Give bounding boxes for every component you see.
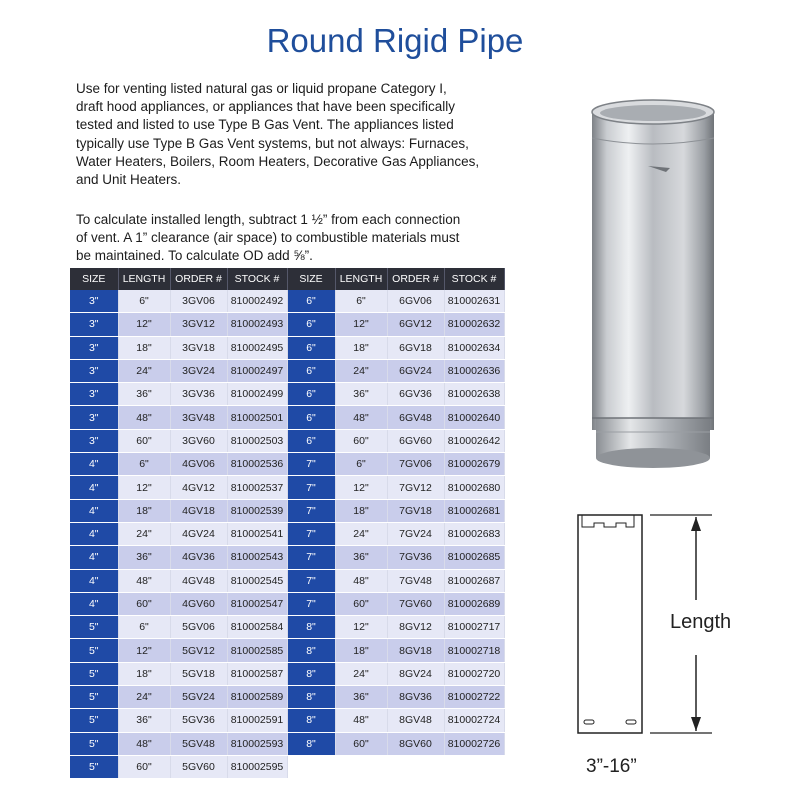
cell-length: 48" — [118, 406, 170, 429]
cell-order-number: 3GV48 — [170, 406, 227, 429]
intro-line: and Unit Heaters. — [76, 172, 182, 188]
cell-stock-number: 810002585 — [227, 639, 287, 662]
cell-order-number: 6GV36 — [387, 383, 444, 406]
cell-length: 12" — [335, 313, 387, 336]
cell-order-number: 7GV12 — [387, 476, 444, 499]
table-row — [70, 453, 504, 476]
intro-line: typically use Type B Gas Vent systems, but not always: Furnaces, — [76, 135, 469, 151]
cell-order-number: 4GV36 — [170, 546, 227, 569]
table-row — [70, 476, 504, 499]
cell-order-number: 5GV06 — [170, 616, 227, 639]
cell-stock-number: 810002681 — [444, 499, 504, 522]
cell-size: 6" — [287, 290, 335, 313]
table-body — [70, 290, 504, 779]
intro-paragraph — [76, 80, 516, 189]
cell-size: 8" — [287, 616, 335, 639]
cell-order-number: 4GV24 — [170, 522, 227, 545]
cell-stock-number: 810002492 — [227, 290, 287, 313]
cell-length: 60" — [335, 592, 387, 615]
cell-stock-number: 810002631 — [444, 290, 504, 313]
cell-size: 7" — [287, 476, 335, 499]
cell-size: 6" — [287, 383, 335, 406]
cell-stock-number: 810002536 — [227, 453, 287, 476]
table-row — [70, 616, 504, 639]
cell-order-number: 4GV12 — [170, 476, 227, 499]
cell-size: 3" — [70, 406, 118, 429]
cell-order-number: 7GV48 — [387, 569, 444, 592]
cell-size: 4" — [70, 546, 118, 569]
cell-order-number: 7GV60 — [387, 592, 444, 615]
cell-stock-number: 810002545 — [227, 569, 287, 592]
cell-order-number: 5GV24 — [170, 686, 227, 709]
cell-size: 5" — [70, 686, 118, 709]
cell-length: 36" — [335, 383, 387, 406]
cell-order-number: 5GV36 — [170, 709, 227, 732]
table-row — [70, 755, 504, 778]
cell-size: 8" — [287, 686, 335, 709]
header-order: ORDER # — [387, 268, 444, 290]
table-row — [70, 569, 504, 592]
table-header-row — [70, 268, 504, 290]
table-row — [70, 313, 504, 336]
table-row — [70, 592, 504, 615]
cell-stock-number: 810002687 — [444, 569, 504, 592]
cell-order-number: 4GV06 — [170, 453, 227, 476]
cell-stock-number: 810002584 — [227, 616, 287, 639]
cell-order-number: 5GV12 — [170, 639, 227, 662]
cell-length: 6" — [118, 453, 170, 476]
header-length: LENGTH — [118, 268, 170, 290]
cell-stock-number: 810002503 — [227, 429, 287, 452]
empty-cell — [387, 755, 444, 778]
cell-size: 3" — [70, 383, 118, 406]
cell-length: 24" — [118, 359, 170, 382]
cell-length: 12" — [335, 476, 387, 499]
size-range-label: 3”-16” — [586, 756, 637, 777]
table-row — [70, 359, 504, 382]
cell-length: 6" — [335, 453, 387, 476]
cell-length: 60" — [118, 755, 170, 778]
cell-length: 48" — [118, 569, 170, 592]
table-row — [70, 686, 504, 709]
cell-size: 7" — [287, 592, 335, 615]
cell-length: 36" — [335, 686, 387, 709]
cell-order-number: 6GV48 — [387, 406, 444, 429]
cell-size: 6" — [287, 336, 335, 359]
cell-stock-number: 810002587 — [227, 662, 287, 685]
cell-order-number: 7GV36 — [387, 546, 444, 569]
cell-stock-number: 810002497 — [227, 359, 287, 382]
cell-stock-number: 810002679 — [444, 453, 504, 476]
cell-size: 5" — [70, 662, 118, 685]
cell-length: 60" — [335, 732, 387, 755]
cell-stock-number: 810002720 — [444, 662, 504, 685]
cell-stock-number: 810002501 — [227, 406, 287, 429]
cell-size: 5" — [70, 639, 118, 662]
header-stock: STOCK # — [227, 268, 287, 290]
cell-length: 36" — [118, 546, 170, 569]
cell-size: 4" — [70, 522, 118, 545]
cell-stock-number: 810002726 — [444, 732, 504, 755]
calc-line: of vent. A 1” clearance (air space) to combustible materials must — [76, 230, 460, 246]
cell-length: 24" — [118, 522, 170, 545]
header-order: ORDER # — [170, 268, 227, 290]
intro-line: draft hood appliances, or appliances that have been specifically — [76, 99, 455, 115]
cell-length: 36" — [118, 709, 170, 732]
cell-order-number: 6GV24 — [387, 359, 444, 382]
cell-stock-number: 810002689 — [444, 592, 504, 615]
intro-line: tested and listed to use Type B Gas Vent. The appliances listed — [76, 117, 454, 133]
table-row — [70, 383, 504, 406]
cell-size: 7" — [287, 499, 335, 522]
table-row — [70, 290, 504, 313]
cell-size: 6" — [287, 313, 335, 336]
cell-stock-number: 810002722 — [444, 686, 504, 709]
cell-length: 48" — [118, 732, 170, 755]
cell-order-number: 7GV24 — [387, 522, 444, 545]
cell-length: 18" — [118, 662, 170, 685]
cell-stock-number: 810002593 — [227, 732, 287, 755]
cell-length: 48" — [335, 569, 387, 592]
cell-stock-number: 810002638 — [444, 383, 504, 406]
cell-order-number: 5GV48 — [170, 732, 227, 755]
cell-stock-number: 810002685 — [444, 546, 504, 569]
pipe-spec-table — [70, 268, 505, 779]
cell-size: 3" — [70, 429, 118, 452]
cell-size: 7" — [287, 546, 335, 569]
cell-length: 36" — [118, 383, 170, 406]
cell-order-number: 3GV36 — [170, 383, 227, 406]
calc-line: be maintained. To calculate OD add ⅝”. — [76, 248, 313, 264]
cell-order-number: 3GV06 — [170, 290, 227, 313]
cell-stock-number: 810002680 — [444, 476, 504, 499]
cell-order-number: 5GV18 — [170, 662, 227, 685]
cell-order-number: 8GV48 — [387, 709, 444, 732]
cell-order-number: 3GV12 — [170, 313, 227, 336]
table-row — [70, 336, 504, 359]
cell-stock-number: 810002683 — [444, 522, 504, 545]
cell-length: 12" — [335, 616, 387, 639]
cell-size: 4" — [70, 592, 118, 615]
header-size: SIZE — [287, 268, 335, 290]
cell-size: 7" — [287, 453, 335, 476]
cell-order-number: 6GV12 — [387, 313, 444, 336]
cell-stock-number: 810002495 — [227, 336, 287, 359]
cell-size: 8" — [287, 709, 335, 732]
cell-length: 24" — [118, 686, 170, 709]
cell-order-number: 8GV36 — [387, 686, 444, 709]
cell-size: 3" — [70, 313, 118, 336]
cell-length: 48" — [335, 709, 387, 732]
cell-size: 8" — [287, 662, 335, 685]
cell-length: 18" — [335, 336, 387, 359]
intro-line: Water Heaters, Boilers, Room Heaters, Decorative Gas Appliances, — [76, 153, 480, 169]
cell-stock-number: 810002632 — [444, 313, 504, 336]
cell-size: 4" — [70, 453, 118, 476]
cell-length: 24" — [335, 359, 387, 382]
cell-order-number: 4GV60 — [170, 592, 227, 615]
cell-order-number: 6GV60 — [387, 429, 444, 452]
page-title: Round Rigid Pipe — [266, 22, 524, 59]
cell-order-number: 5GV60 — [170, 755, 227, 778]
table-row — [70, 406, 504, 429]
table-row — [70, 522, 504, 545]
cell-size: 8" — [287, 732, 335, 755]
cell-length: 18" — [335, 639, 387, 662]
calc-line: To calculate installed length, subtract 1 ½” from each connection — [76, 212, 461, 227]
cell-order-number: 6GV18 — [387, 336, 444, 359]
table-row — [70, 429, 504, 452]
cell-stock-number: 810002539 — [227, 499, 287, 522]
cell-size: 6" — [287, 359, 335, 382]
cell-order-number: 8GV12 — [387, 616, 444, 639]
cell-order-number: 3GV60 — [170, 429, 227, 452]
cell-order-number: 3GV24 — [170, 359, 227, 382]
cell-stock-number: 810002640 — [444, 406, 504, 429]
cell-size: 4" — [70, 476, 118, 499]
cell-size: 3" — [70, 359, 118, 382]
cell-size: 6" — [287, 406, 335, 429]
cell-length: 18" — [118, 499, 170, 522]
cell-size: 4" — [70, 569, 118, 592]
cell-length: 36" — [335, 546, 387, 569]
cell-order-number: 4GV18 — [170, 499, 227, 522]
cell-order-number: 7GV06 — [387, 453, 444, 476]
cell-stock-number: 810002717 — [444, 616, 504, 639]
table-row — [70, 499, 504, 522]
cell-length: 12" — [118, 476, 170, 499]
cell-size: 7" — [287, 569, 335, 592]
cell-stock-number: 810002543 — [227, 546, 287, 569]
cell-length: 24" — [335, 522, 387, 545]
table-row — [70, 709, 504, 732]
cell-order-number: 8GV60 — [387, 732, 444, 755]
cell-stock-number: 810002642 — [444, 429, 504, 452]
cell-stock-number: 810002499 — [227, 383, 287, 406]
calculation-paragraph — [76, 211, 516, 266]
cell-length: 18" — [118, 336, 170, 359]
cell-size: 6" — [287, 429, 335, 452]
table-row — [70, 662, 504, 685]
cell-length: 24" — [335, 662, 387, 685]
cell-stock-number: 810002537 — [227, 476, 287, 499]
pipe-photo — [578, 98, 728, 478]
cell-stock-number: 810002718 — [444, 639, 504, 662]
empty-cell — [444, 755, 504, 778]
cell-stock-number: 810002547 — [227, 592, 287, 615]
cell-order-number: 8GV24 — [387, 662, 444, 685]
length-label: Length — [670, 611, 732, 633]
cell-stock-number: 810002541 — [227, 522, 287, 545]
header-size: SIZE — [70, 268, 118, 290]
cell-stock-number: 810002493 — [227, 313, 287, 336]
cell-size: 7" — [287, 522, 335, 545]
table-row — [70, 732, 504, 755]
empty-cell — [287, 755, 335, 778]
cell-size: 8" — [287, 639, 335, 662]
cell-stock-number: 810002591 — [227, 709, 287, 732]
cell-size: 4" — [70, 499, 118, 522]
cell-size: 3" — [70, 290, 118, 313]
header-stock: STOCK # — [444, 268, 504, 290]
cell-stock-number: 810002634 — [444, 336, 504, 359]
table-row — [70, 639, 504, 662]
cell-size: 5" — [70, 616, 118, 639]
cell-stock-number: 810002636 — [444, 359, 504, 382]
empty-cell — [335, 755, 387, 778]
cell-length: 18" — [335, 499, 387, 522]
cell-size: 5" — [70, 709, 118, 732]
cell-length: 60" — [335, 429, 387, 452]
header-length: LENGTH — [335, 268, 387, 290]
cell-length: 6" — [118, 290, 170, 313]
cell-order-number: 3GV18 — [170, 336, 227, 359]
table-row — [70, 546, 504, 569]
cell-length: 6" — [335, 290, 387, 313]
cell-order-number: 7GV18 — [387, 499, 444, 522]
cell-length: 12" — [118, 639, 170, 662]
cell-stock-number: 810002595 — [227, 755, 287, 778]
cell-order-number: 4GV48 — [170, 569, 227, 592]
cell-stock-number: 810002589 — [227, 686, 287, 709]
cell-length: 6" — [118, 616, 170, 639]
intro-line: Use for venting listed natural gas or liquid propane Category I, — [76, 81, 447, 96]
cell-size: 5" — [70, 732, 118, 755]
cell-order-number: 8GV18 — [387, 639, 444, 662]
cell-stock-number: 810002724 — [444, 709, 504, 732]
cell-size: 5" — [70, 755, 118, 778]
cell-order-number: 6GV06 — [387, 290, 444, 313]
cell-length: 60" — [118, 429, 170, 452]
cell-length: 12" — [118, 313, 170, 336]
cell-length: 48" — [335, 406, 387, 429]
cell-size: 3" — [70, 336, 118, 359]
cell-length: 60" — [118, 592, 170, 615]
